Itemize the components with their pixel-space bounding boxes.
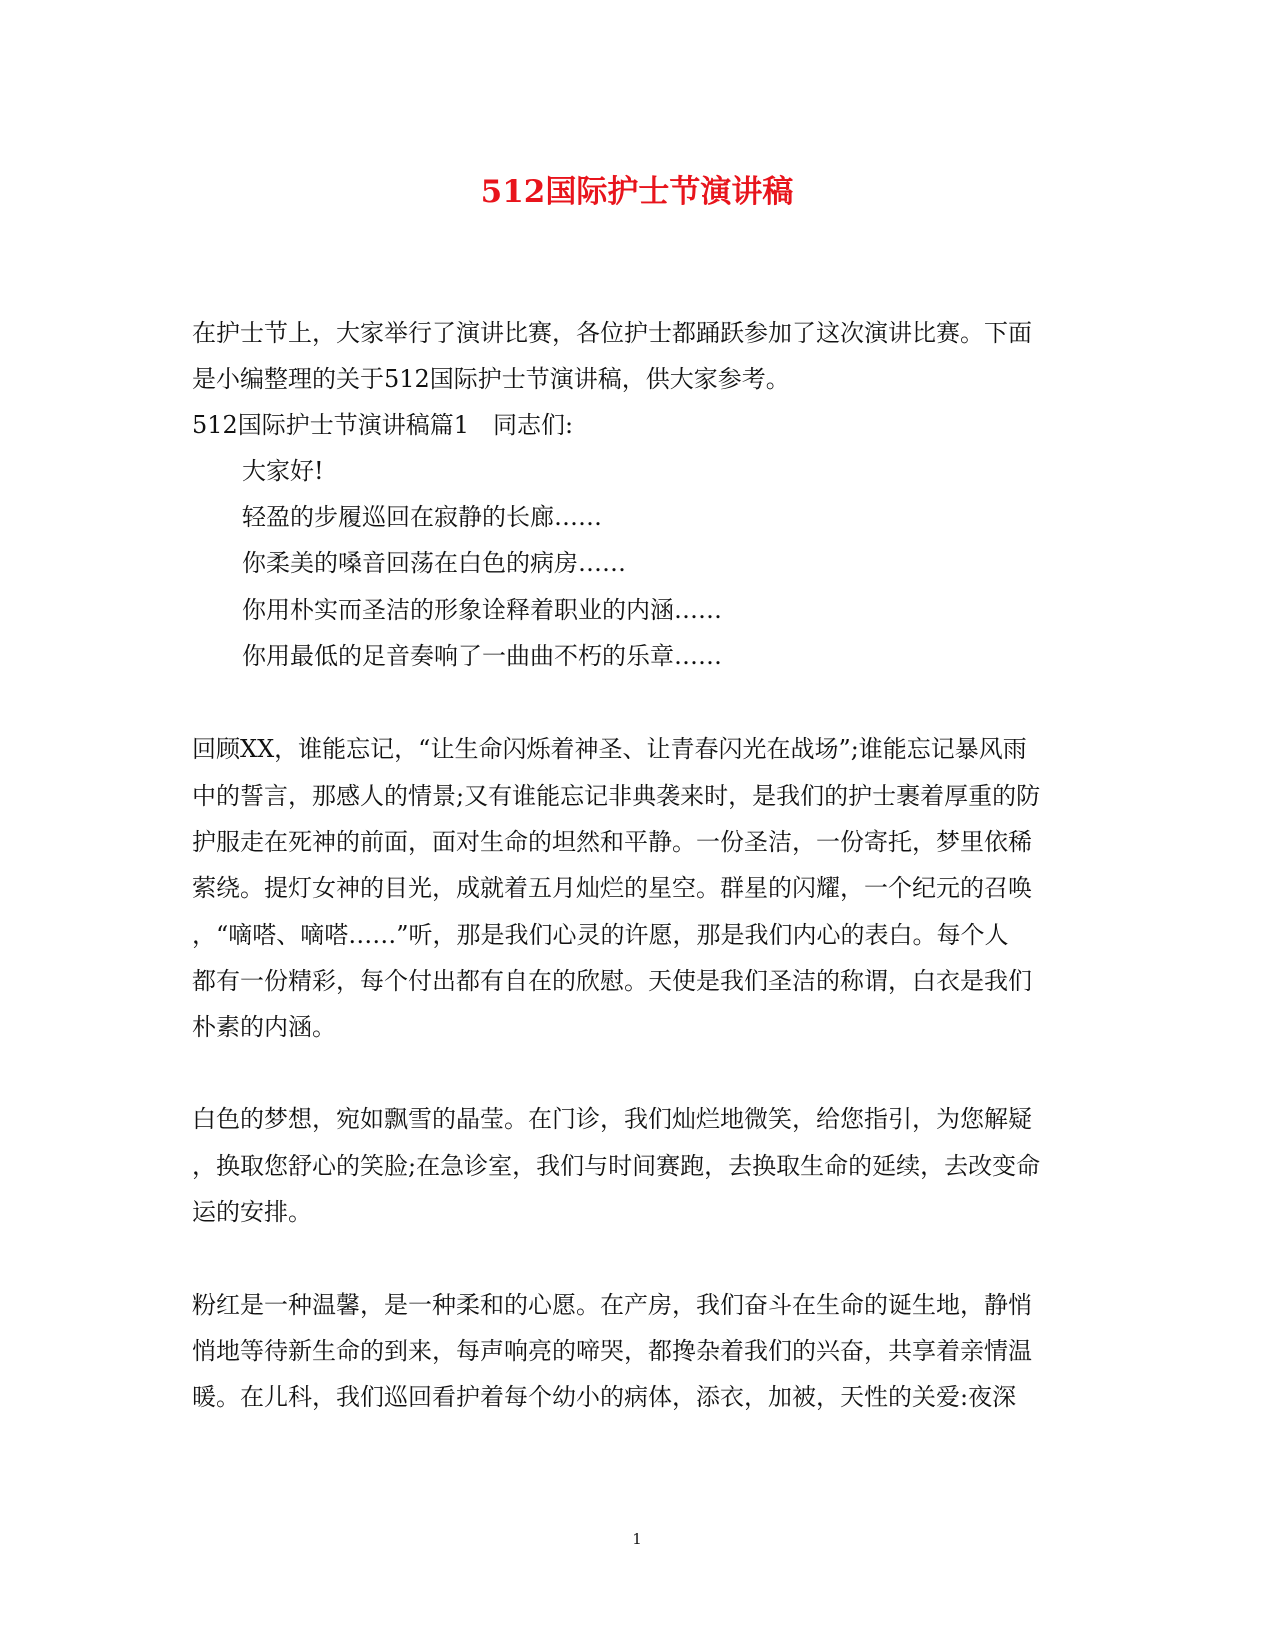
paragraph-line: 白色的梦想，宛如飘雪的晶莹。在门诊，我们灿烂地微笑，给您指引，为您解疑 [192,1105,1032,1133]
paragraph-line: ，“嘀嗒、嘀嗒……”听，那是我们心灵的许愿，那是我们内心的表白。每个人 [192,921,1009,949]
page-number: 1 [632,1530,642,1548]
paragraph-line: 运的安排。 [192,1198,312,1226]
salutation: 同志们: [493,411,574,439]
greeting: 大家好! [242,457,324,485]
document-title: 512国际护士节演讲稿 [480,174,794,210]
paragraph-line: 悄地等待新生命的到来，每声响亮的啼哭，都搀杂着我们的兴奋，共享着亲情温 [192,1337,1032,1365]
intro-line: 在护士节上，大家举行了演讲比赛，各位护士都踊跃参加了这次演讲比赛。下面 [192,319,1032,347]
poem-line: 轻盈的步履巡回在寂静的长廊…… [242,503,602,531]
paragraph-line: 朴素的内涵。 [192,1013,336,1041]
paragraph-line: 护服走在死神的前面，面对生命的坦然和平静。一份圣洁，一份寄托，梦里依稀 [192,828,1032,856]
poem-line: 你用最低的足音奏响了一曲曲不朽的乐章…… [242,642,722,670]
paragraph-line: 暖。在儿科，我们巡回看护着每个幼小的病体，添衣，加被，天性的关爱:夜深 [192,1383,1017,1411]
paragraph-line: 回顾XX，谁能忘记，“让生命闪烁着神圣、让青春闪光在战场”;谁能忘记暴风雨 [192,735,1027,763]
intro-line: 是小编整理的关于512国际护士节演讲稿，供大家参考。 [192,365,790,393]
article-heading: 512国际护士节演讲稿篇1 [192,411,470,439]
poem-line: 你柔美的嗓音回荡在白色的病房…… [242,549,626,577]
paragraph-line: ，换取您舒心的笑脸;在急诊室，我们与时间赛跑，去换取生命的延续，去改变命 [192,1152,1041,1180]
paragraph-line: 中的誓言，那感人的情景;又有谁能忘记非典袭来时，是我们的护士裹着厚重的防 [192,782,1041,810]
paragraph-line: 都有一份精彩，每个付出都有自在的欣慰。天使是我们圣洁的称谓，白衣是我们 [192,967,1032,995]
poem-line: 你用朴实而圣洁的形象诠释着职业的内涵…… [242,596,722,624]
paragraph-line: 粉红是一种温馨，是一种柔和的心愿。在产房，我们奋斗在生命的诞生地，静悄 [192,1291,1032,1319]
paragraph-line: 萦绕。提灯女神的目光，成就着五月灿烂的星空。群星的闪耀，一个纪元的召唤 [192,874,1032,902]
